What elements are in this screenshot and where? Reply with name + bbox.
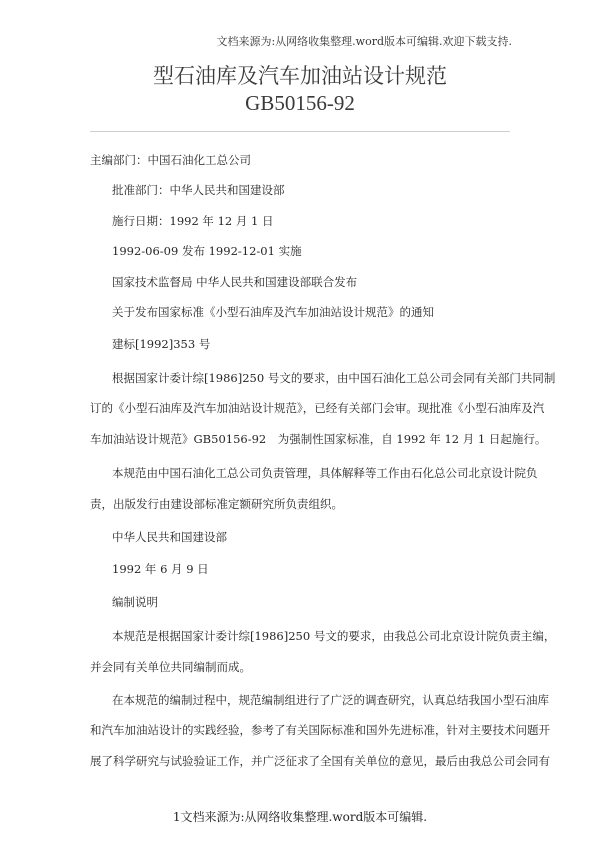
paragraph-line: 本规范由中国石油化工总公司负责管理，具体解释等工作由石化总公司北京设计院负 — [112, 466, 538, 480]
standard-code: GB50156-92 — [245, 91, 355, 115]
paragraph-line: 和汽车加油站设计的实践经验，参考了有关国际标准和国外先进标准，针对主要技术问题开 — [90, 723, 550, 737]
paragraph-line: 订的《小型石油库及汽车加油站设计规范》，已经有关部门会审。现批准《小型石油库及汽 — [90, 401, 545, 415]
paragraph-line: 在本规范的编制过程中，规范编制组进行了广泛的调查研究，认真总结我国小型石油库 — [112, 693, 549, 707]
approval-dept-line: 批准部门：中华人民共和国建设部 — [112, 183, 285, 197]
paragraph-line: 并会同有关单位共同编制而成。 — [90, 660, 251, 674]
section-heading: 编制说明 — [112, 595, 158, 609]
signing-date-line: 1992 年 6 月 9 日 — [112, 562, 209, 576]
paragraph-line: 责，出版发行由建设部标准定额研究所负责组织。 — [90, 497, 343, 511]
paragraph-line: 本规范是根据国家计委计综[1986]250 号文的要求，由我总公司北京设计院负责主编， — [112, 629, 556, 643]
paragraph-line: 车加油站设计规范》GB50156-92 为强制性国家标准，自 1992 年 12 月 1 日起施行。 — [90, 432, 547, 446]
paragraph-line: 根据国家计委计综[1986]250 号文的要求，由中国石油化工总公司会同有关部门共同制 — [112, 371, 556, 385]
publish-dates-line: 1992-06-09 发布 1992-12-01 实施 — [112, 244, 302, 258]
header-source-note: 文档来源为:从网络收集整理.word版本可编辑.欢迎下载支持. — [216, 35, 512, 48]
document-number-line: 建标[1992]353 号 — [112, 337, 211, 351]
notice-title-line: 关于发布国家标准《小型石油库及汽车加油站设计规范》的通知 — [112, 305, 434, 319]
effective-date-line: 施行日期：1992 年 12 月 1 日 — [112, 214, 274, 228]
footer-source-note: 1文档来源为:从网络收集整理.word版本可编辑. — [172, 810, 428, 824]
chief-editor-line: 主编部门：中国石油化工总公司 — [90, 153, 251, 167]
issuers-line: 国家技术监督局 中华人民共和国建设部联合发布 — [112, 275, 358, 289]
document-title: 型石油库及汽车加油站设计规范 — [153, 64, 447, 88]
signing-authority-line: 中华人民共和国建设部 — [112, 530, 227, 544]
paragraph-line: 展了科学研究与试验验证工作，并广泛征求了全国有关单位的意见，最后由我总公司会同有 — [90, 754, 550, 768]
title-divider — [90, 131, 510, 132]
